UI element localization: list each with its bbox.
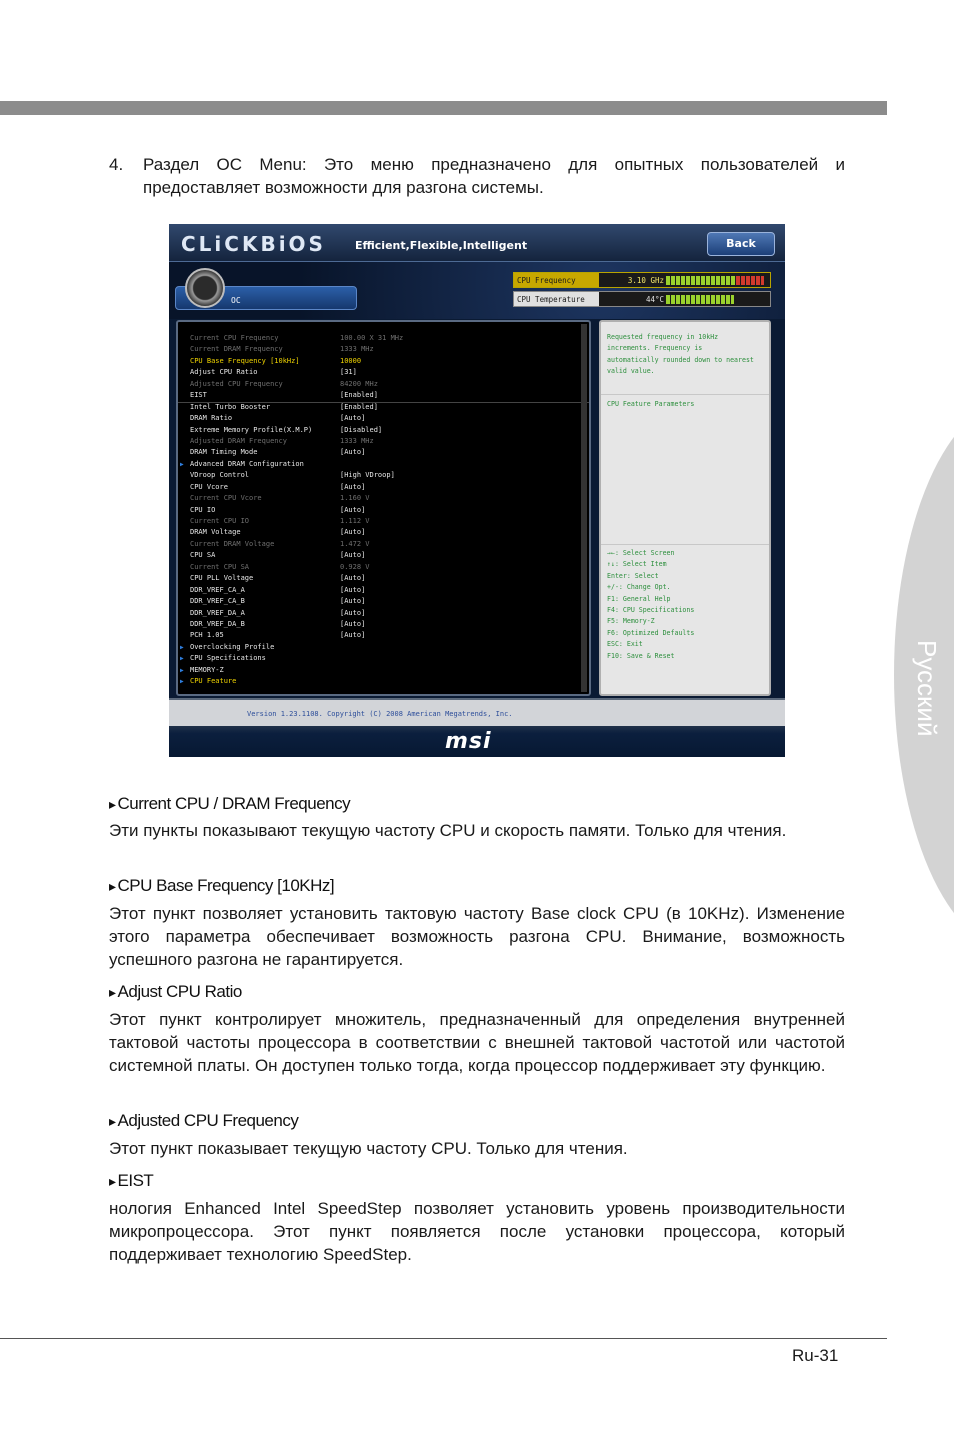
bios-help-panel (599, 320, 771, 696)
bios-setting-name: DDR_VREF_CA_B (190, 597, 245, 606)
step-text: Раздел OC Menu: Это меню предназначено для опытных пользователей и предоставляет возможности для разгона системы. (143, 155, 845, 197)
bios-setting-value: 100.00 X 31 MHz (340, 334, 404, 342)
bios-setting-name: CPU Vcore (190, 482, 228, 491)
bios-key-hint: F4: CPU Specifications (607, 606, 695, 615)
bios-setting-value: [Auto] (340, 574, 366, 583)
bios-setting-value: [Auto] (340, 585, 366, 594)
cpu-temperature-meter (513, 291, 771, 307)
cpu-frequency-bar (666, 276, 764, 285)
section-title: ▸ Adjust CPU Ratio (109, 982, 242, 1002)
bios-setting-value: [Auto] (340, 482, 366, 491)
bios-setting-name: Adjust CPU Ratio (190, 368, 258, 377)
bios-setting-value: [31] (340, 368, 357, 377)
bios-setting-name: Extreme Memory Profile(X.M.P) (190, 425, 313, 434)
bios-setting-value: 1.472 V (340, 539, 370, 548)
bios-setting-name: Current CPU SA (190, 562, 250, 571)
bios-setting-name: Current DRAM Frequency (190, 345, 283, 354)
bios-help-divider (601, 544, 769, 545)
bios-setting-value: [Auto] (340, 631, 366, 640)
section-title: ▸ CPU Base Frequency [10KHz] (109, 876, 334, 896)
bios-setting-name: DRAM Voltage (190, 528, 241, 537)
cpu-temperature-value: 44°C (645, 295, 664, 304)
bios-setting-name: EIST (190, 391, 207, 400)
header-rule (0, 101, 887, 115)
section-body: Этот пункт контролирует множитель, предназначенный для определения внутренней тактовой частоты процессора в соответствии с внешней тактовой частотой или частотой системной платы. Он доступен только тогда, когда процессор поддерживает эту функцию. (109, 1010, 845, 1075)
bios-setting-name: DRAM Ratio (190, 414, 233, 423)
bios-scrollbar[interactable] (581, 324, 587, 692)
bios-setting-name: DRAM Timing Mode (190, 448, 258, 457)
bios-header (169, 224, 785, 262)
bios-settings-panel (176, 320, 591, 696)
bios-setting-name: DDR_VREF_DA_B (190, 619, 245, 628)
bios-setting-name: DDR_VREF_DA_A (190, 608, 245, 617)
bios-setting-name: Adjusted CPU Frequency (190, 379, 283, 388)
bios-setting-value: [Auto] (340, 597, 366, 606)
bios-setting-name: Adjusted DRAM Frequency (190, 436, 287, 445)
msi-logo: msi (445, 729, 492, 754)
cpu-frequency-value: 3.10 GHz (627, 276, 664, 285)
bios-version: Version 1.23.1108. Copyright (C) 2008 American Megatrends, Inc. (247, 710, 513, 718)
bios-setting-value: 1.112 V (340, 517, 370, 525)
bios-setting-name: Current CPU Vcore (190, 494, 262, 503)
bios-key-hint: F6: Optimized Defaults (607, 628, 695, 637)
bios-setting-name: ▶ Advanced DRAM Configuration (190, 459, 304, 470)
back-button[interactable]: Back (707, 232, 775, 256)
bios-setting-value: [Auto] (340, 414, 366, 423)
cpu-frequency-label: CPU Frequency (517, 276, 576, 285)
cpu-frequency-bar-red (736, 276, 764, 285)
bios-setting-value: 84200 MHz (340, 379, 378, 388)
bios-key-hint: ↑↓: Select Item (607, 560, 667, 569)
bios-setting-value: 1.160 V (340, 494, 370, 503)
bios-key-hint: F1: General Help (607, 594, 671, 603)
bios-setting-name: VDroop Control (190, 471, 250, 480)
bios-key-hint: +/-: Change Opt. (607, 583, 671, 592)
bios-setting-name: ▶ CPU Specifications (190, 653, 266, 664)
section-title: ▸ EIST (109, 1171, 153, 1191)
bios-setting-name: CPU SA (190, 551, 216, 560)
bios-setting-name: ▶ CPU Feature (190, 676, 236, 687)
section-body: Этот пункт показывает текущую частоту CPU. Только для чтения. (109, 1139, 628, 1158)
bios-setting-value: [Auto] (340, 448, 366, 457)
clickbios-logo: CLiCKBiOS (181, 232, 326, 256)
bios-key-hint: ESC: Exit (607, 640, 643, 649)
bios-setting-name: DDR_VREF_CA_A (190, 585, 245, 594)
bios-separator (178, 402, 589, 403)
section-body: Эти пункты показывают текущую частоту CPU и скорость памяти. Только для чтения. (109, 821, 787, 840)
footer-rule (0, 1338, 887, 1339)
language-tab (894, 400, 954, 950)
section-body: нология Enhanced Intel SpeedStep позволяет установить уровень производительности микропроцессора. Этот пункт появляется после установки процессора, который поддерживает технологию SpeedStep. (109, 1199, 845, 1264)
speedometer-icon (185, 268, 225, 308)
bios-key-hint: F10: Save & Reset (607, 651, 675, 660)
bios-key-hint: Enter: Select (607, 571, 659, 580)
bios-key-legend (607, 548, 694, 662)
bios-setting-value: [Auto] (340, 619, 366, 628)
section-title: ▸ Current CPU / DRAM Frequency (109, 794, 350, 814)
section-body: Этот пункт позволяет установить тактовую частоту Base clock CPU (в 10KHz). Изменение этого параметра обеспечивает возможность разгона CPU. Внимание, возможность успешного разгона не гарантируется. (109, 904, 845, 969)
bios-setting-name: CPU Base Frequency [10kHz] (190, 356, 300, 365)
bios-setting-value: [Enabled] (340, 391, 378, 400)
bios-setting-name: CPU IO (190, 505, 216, 514)
bios-setting-value: 0.928 V (340, 562, 370, 571)
bios-setting-value: [High VDroop] (340, 471, 395, 480)
bios-key-hint: →←: Select Screen (607, 549, 675, 557)
bios-setting-name: PCH 1.05 (190, 631, 224, 640)
section-title: ▸ Adjusted CPU Frequency (109, 1111, 298, 1131)
bios-help-text: Requested frequency in 10kHz increments. Frequency is automatically rounded down to nearest valid value. (607, 333, 754, 376)
bios-setting-value: 1333 MHz (340, 436, 374, 445)
bios-setting-name: Current CPU Frequency (190, 334, 279, 342)
bios-setting-name: ▶ Overclocking Profile (190, 642, 274, 653)
bios-setting-value: 10000 (340, 356, 362, 365)
cpu-temperature-label: CPU Temperature (517, 295, 585, 304)
cpu-temperature-bar (666, 295, 734, 304)
bios-setting-value: [Disabled] (340, 425, 383, 434)
bios-setting-value: [Auto] (340, 551, 366, 560)
bios-tagline: Efficient,Flexible,Intelligent (355, 239, 528, 252)
bios-setting-value: [Auto] (340, 608, 366, 617)
step-intro (109, 153, 845, 199)
bios-setting-name: ▶ MEMORY-Z (190, 665, 224, 676)
bios-setting-name: Current DRAM Voltage (190, 539, 275, 548)
oc-menu-label: OC (231, 296, 241, 305)
bios-setting-name: Current CPU IO (190, 517, 250, 525)
bios-setting-value: [Auto] (340, 528, 366, 537)
bios-setting-value: 1333 MHz (340, 345, 374, 354)
page-number: Ru-31 (792, 1346, 839, 1365)
bios-setting-value: [Auto] (340, 505, 366, 514)
bios-help-divider (601, 394, 769, 395)
language-tab-label: Русский (912, 640, 942, 737)
bios-help-section: CPU Feature Parameters (607, 400, 695, 408)
bios-key-hint: F5: Memory-Z (607, 617, 655, 626)
bios-setting-name: CPU PLL Voltage (190, 574, 254, 583)
bios-setting-name: Intel Turbo Booster (190, 402, 271, 411)
bios-setting-value: [Enabled] (340, 402, 378, 411)
cpu-frequency-meter (513, 272, 771, 288)
step-number: 4. (109, 155, 124, 174)
bios-screenshot (169, 224, 785, 757)
